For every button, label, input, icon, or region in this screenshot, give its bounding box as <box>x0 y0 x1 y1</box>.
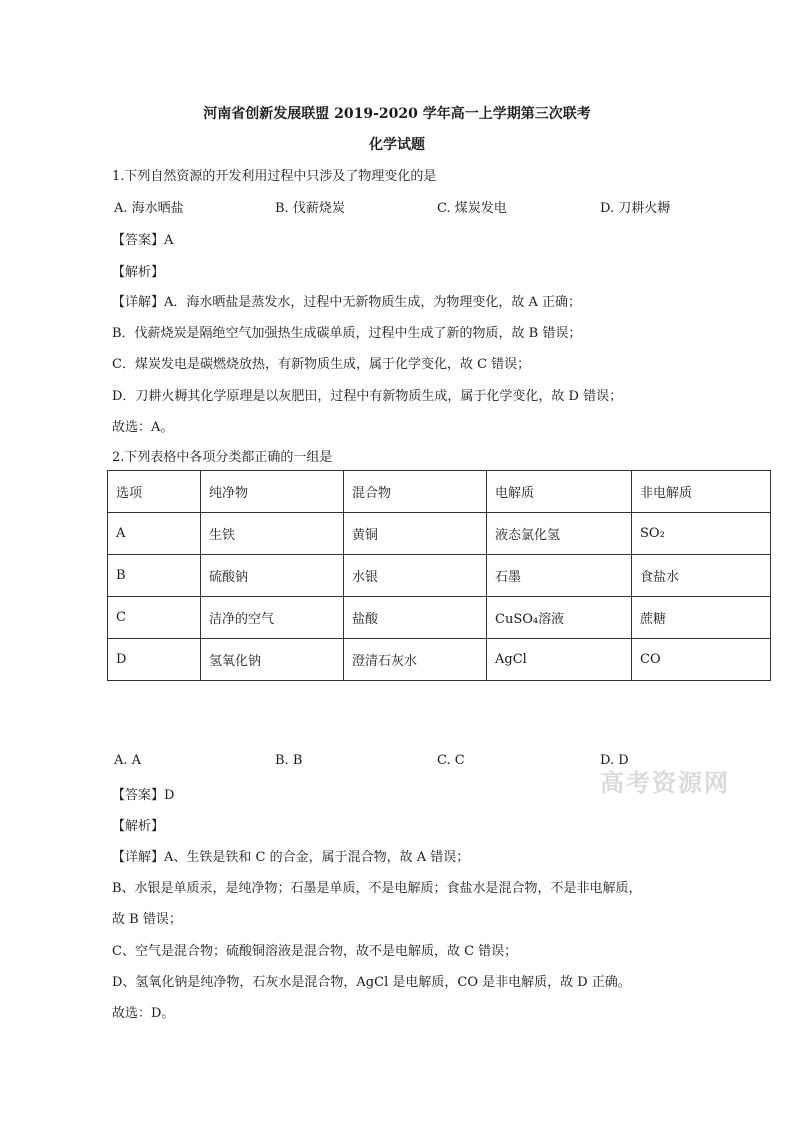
question-1-stem: 1.下列自然资源的开发利用过程中只涉及了物理变化的是 <box>112 169 437 184</box>
table-cell: 生铁 <box>201 513 344 555</box>
table-cell: A <box>108 513 201 555</box>
question-2-option-b: B. B <box>275 753 303 768</box>
table-row <box>108 555 771 597</box>
table-cell: 氢氧化钠 <box>201 639 344 681</box>
table-header-cell: 选项 <box>108 471 201 513</box>
table-cell: 澄清石灰水 <box>344 639 487 681</box>
table-cell: SO₂ <box>632 513 771 555</box>
question-1-detail-line: C．煤炭发电是碳燃烧放热，有新物质生成，属于化学变化，故 C 错误； <box>112 357 531 372</box>
question-2-detail-line: 故 B 错误； <box>112 912 182 927</box>
question-2-answer: 【答案】D <box>112 788 175 803</box>
question-1-detail-line: B．伐薪烧炭是隔绝空气加强热生成碳单质，过程中生成了新的物质，故 B 错误； <box>112 326 582 341</box>
question-2-option-a: A. A <box>114 753 142 768</box>
table-cell: CO <box>632 639 771 681</box>
table-cell: 黄铜 <box>344 513 487 555</box>
question-2-option-d: D. D <box>600 753 629 768</box>
table-header-cell: 纯净物 <box>201 471 344 513</box>
table-row <box>108 639 771 681</box>
question-1-answer: 【答案】A <box>112 233 174 248</box>
table-cell: 蔗糖 <box>632 597 771 639</box>
document-subtitle: 化学试题 <box>369 137 425 153</box>
table-cell: AgCl <box>487 639 632 681</box>
question-2-conclusion: 故选：D。 <box>112 1006 175 1021</box>
table-cell: 食盐水 <box>632 555 771 597</box>
table-row <box>108 513 771 555</box>
question-2-detail-line: D、氢氧化钠是纯净物，石灰水是混合物，AgCl 是电解质，CO 是非电解质，故 D 正确。 <box>112 975 631 990</box>
question-2-detail-line: B、水银是单质汞，是纯净物；石墨是单质，不是电解质；食盐水是混合物，不是非电解质， <box>112 881 642 896</box>
question-1-option-d: D. 刀耕火耨 <box>600 201 671 216</box>
table-header-row <box>108 471 771 513</box>
question-1-option-b: B. 伐薪烧炭 <box>275 201 345 216</box>
table-cell: 硫酸钠 <box>201 555 344 597</box>
table-cell: CuSO₄溶液 <box>487 597 632 639</box>
table-header-cell: 非电解质 <box>632 471 771 513</box>
table-cell: C <box>108 597 201 639</box>
classification-table <box>107 470 771 681</box>
watermark: 高考资源网 <box>600 769 730 797</box>
question-1-analysis-label: 【解析】 <box>112 265 165 280</box>
question-2-detail-line: 【详解】A、生铁是铁和 C 的合金，属于混合物，故 A 错误； <box>112 850 470 865</box>
table-cell: B <box>108 555 201 597</box>
table-header-cell: 电解质 <box>487 471 632 513</box>
document-title: 河南省创新发展联盟 2019-2020 学年高一上学期第三次联考 <box>203 106 591 122</box>
table-row <box>108 597 771 639</box>
question-2-analysis-label: 【解析】 <box>112 819 165 834</box>
question-2-option-c: C. C <box>437 753 465 768</box>
question-1-conclusion: 故选：A。 <box>112 420 174 435</box>
table-header-cell: 混合物 <box>344 471 487 513</box>
table-cell: 液态氯化氢 <box>487 513 632 555</box>
table-cell: 盐酸 <box>344 597 487 639</box>
question-1-detail-line: 【详解】A．海水晒盐是蒸发水，过程中无新物质生成，为物理变化，故 A 正确； <box>112 295 582 310</box>
table-cell: 洁净的空气 <box>201 597 344 639</box>
question-2-stem: 2.下列表格中各项分类都正确的一组是 <box>112 450 333 465</box>
table-cell: 石墨 <box>487 555 632 597</box>
question-1-option-a: A. 海水晒盐 <box>114 201 184 216</box>
question-2-detail-line: C、空气是混合物；硫酸铜溶液是混合物，故不是电解质，故 C 错误； <box>112 944 518 959</box>
question-1-option-c: C. 煤炭发电 <box>437 201 507 216</box>
table-cell: D <box>108 639 201 681</box>
question-1-detail-line: D．刀耕火耨其化学原理是以灰肥田，过程中有新物质生成，属于化学变化，故 D 错误； <box>112 389 623 404</box>
table-cell: 水银 <box>344 555 487 597</box>
